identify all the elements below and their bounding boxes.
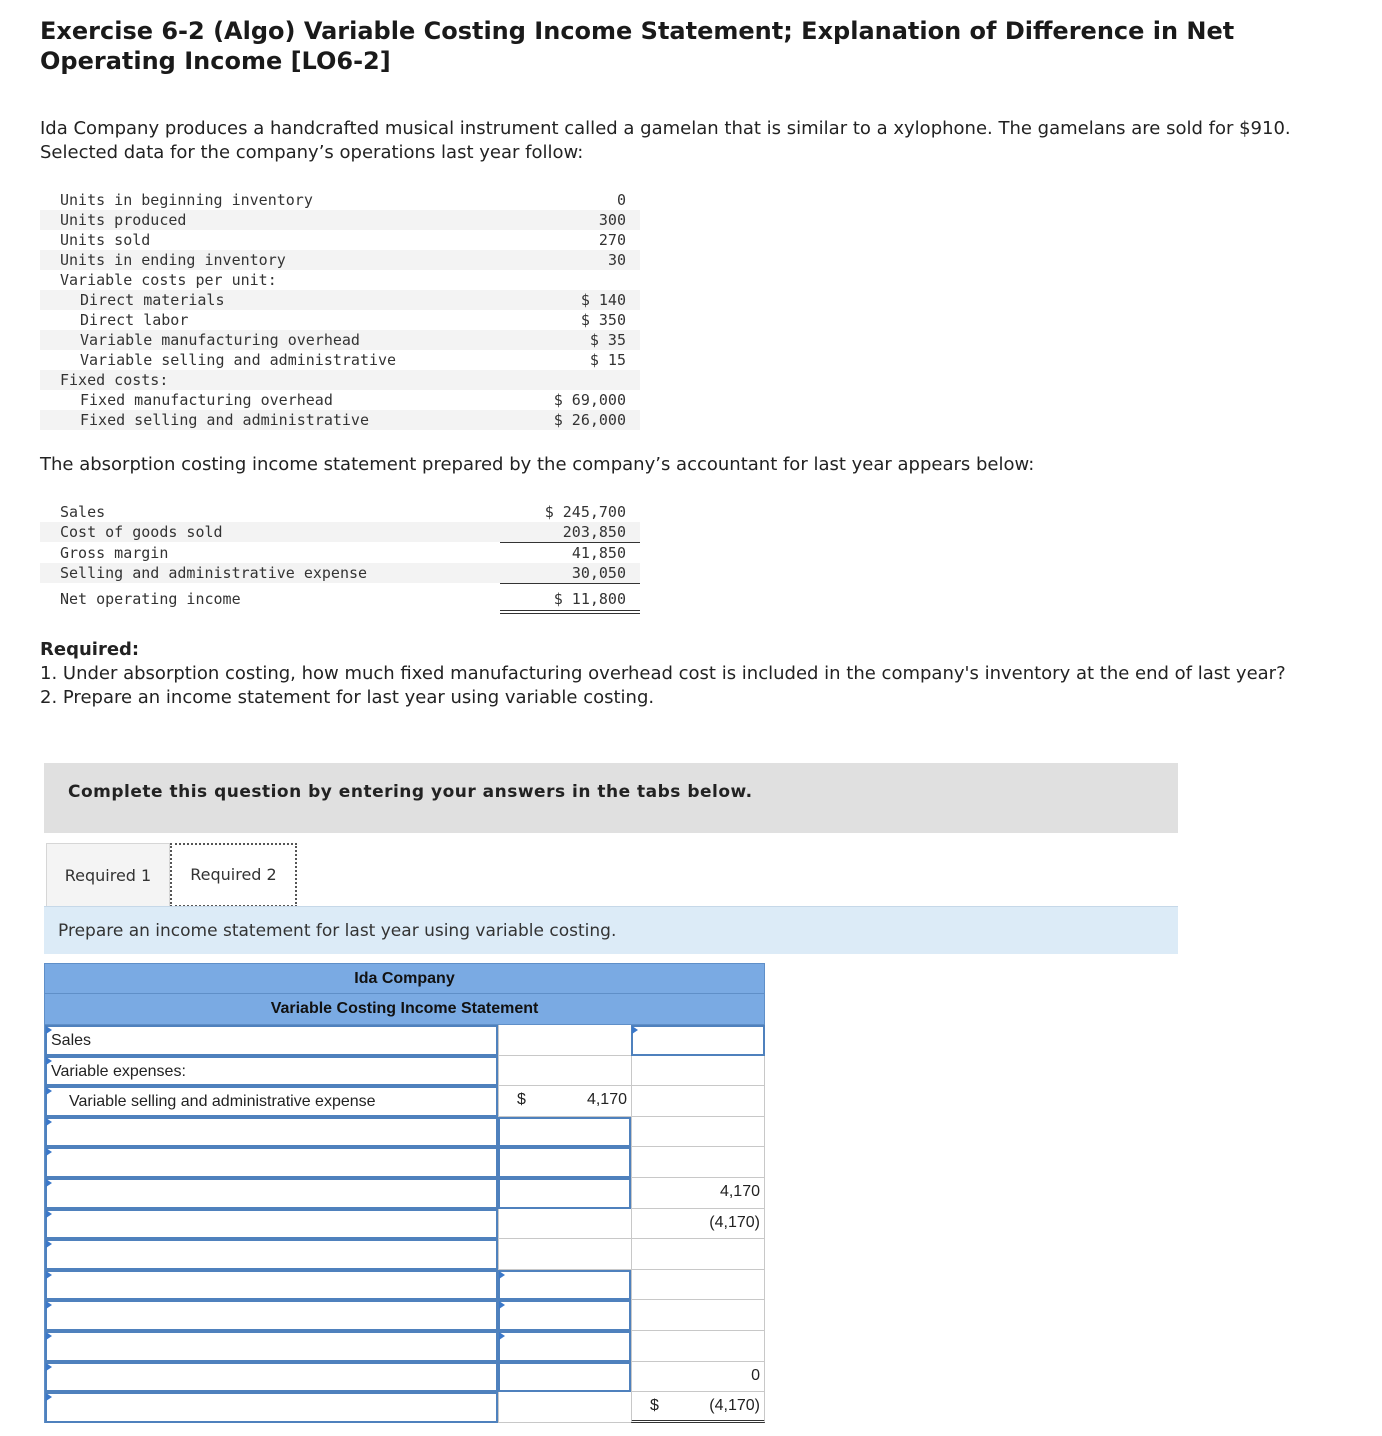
statement-title: Variable Costing Income Statement	[44, 994, 765, 1025]
data-row: Fixed costs:	[40, 370, 640, 390]
data-row: Direct materials $ 140	[40, 290, 640, 310]
absorption-row: Cost of goods sold 203,850	[40, 522, 640, 542]
data-row: Units sold 270	[60, 231, 626, 249]
amount-input[interactable]	[498, 1270, 631, 1301]
amount-cell	[498, 1392, 631, 1423]
amount-cell	[498, 1239, 631, 1270]
total-cell	[631, 1331, 765, 1362]
statement-row	[44, 1362, 765, 1393]
variable-costing-statement	[44, 963, 765, 1423]
amount-input[interactable]	[498, 1362, 631, 1393]
data-row: Fixed selling and administrative $ 26,000	[40, 410, 640, 430]
statement-row	[44, 1331, 765, 1362]
absorption-row: Selling and administrative expense 30,050	[40, 563, 640, 583]
amount-input[interactable]	[498, 1300, 631, 1331]
label-input[interactable]	[45, 1117, 498, 1148]
total-cell	[631, 1300, 765, 1331]
data-row: Fixed manufacturing overhead $ 69,000	[80, 391, 626, 409]
statement-row	[44, 1117, 765, 1148]
required-heading: Required:	[40, 639, 140, 660]
data-row: Direct labor $ 350	[80, 311, 626, 329]
total-cell: (4,170)	[631, 1209, 765, 1240]
required-item-2: 2. Prepare an income statement for last year using variable costing.	[40, 687, 655, 708]
label-input[interactable]	[45, 1362, 498, 1393]
statement-row	[44, 1086, 765, 1117]
instructions-banner	[44, 763, 1178, 833]
data-row: Units in ending inventory 30	[40, 250, 640, 270]
statement-row	[44, 1300, 765, 1331]
required-item-1: 1. Under absorption costing, how much fixed manufacturing overhead cost is included in the company's inventory at the end of last year?	[40, 663, 1286, 684]
page-title: Exercise 6-2 (Algo) Variable Costing Income Statement; Explanation of Difference in Net Operating Income [LO6-2]	[40, 17, 1235, 75]
data-row: Units produced 300	[40, 210, 640, 230]
label-input[interactable]	[45, 1270, 498, 1301]
absorption-income-statement	[40, 502, 640, 609]
tab-required-1[interactable]: Required 1	[46, 843, 170, 907]
statement-row	[44, 1239, 765, 1270]
amount-cell	[498, 1209, 631, 1240]
label-input[interactable]	[45, 1209, 498, 1240]
total-cell	[631, 1147, 765, 1178]
label-input[interactable]	[45, 1392, 498, 1423]
total-cell	[631, 1117, 765, 1148]
statement-row	[44, 1025, 765, 1056]
absorption-row: Net operating income $ 11,800	[60, 590, 626, 608]
amount-cell	[498, 1056, 631, 1087]
double-underline-divider	[500, 610, 640, 611]
data-row: Units in beginning inventory 0	[60, 191, 626, 209]
intro-text: Ida Company produces a handcrafted musical instrument called a gamelan that is similar to a xylophone. The gamelans are sold for $910. Selected data for the company’s operations last year follow:	[40, 118, 1291, 163]
statement-row	[44, 1056, 765, 1087]
statement-company-name: Ida Company	[44, 963, 765, 994]
tab-required-2[interactable]: Required 2	[170, 843, 297, 907]
data-row: Variable selling and administrative $ 15	[80, 351, 626, 369]
statement-row	[44, 1209, 765, 1240]
statement-row	[44, 1147, 765, 1178]
amount-cell	[498, 1025, 631, 1056]
label-input[interactable]: Sales	[45, 1025, 498, 1056]
label-input[interactable]: Variable selling and administrative expense	[45, 1086, 498, 1117]
statement-row	[44, 1392, 765, 1423]
required-section	[40, 638, 1300, 710]
total-cell: 0	[631, 1362, 765, 1393]
absorption-intro-text: The absorption costing income statement prepared by the company’s accountant for last year appears below:	[40, 454, 1035, 475]
tab-instruction	[44, 906, 1178, 954]
total-input[interactable]	[631, 1025, 765, 1056]
banner-text: Complete this question by entering your answers in the tabs below.	[68, 782, 753, 802]
amount-cell: $ 4,170	[498, 1086, 631, 1117]
label-input[interactable]	[45, 1178, 498, 1209]
statement-row	[44, 1270, 765, 1301]
total-cell	[631, 1056, 765, 1087]
amount-input[interactable]	[498, 1331, 631, 1362]
double-underline-divider	[500, 613, 640, 614]
instruction-text: Prepare an income statement for last year using variable costing.	[58, 921, 617, 941]
label-input[interactable]	[45, 1239, 498, 1270]
operations-data-table	[40, 190, 640, 430]
data-row: Variable manufacturing overhead $ 35	[40, 330, 640, 350]
data-row: Variable costs per unit:	[60, 271, 277, 289]
amount-input[interactable]	[498, 1178, 631, 1209]
underline-divider	[500, 583, 640, 584]
absorption-row: Gross margin 41,850	[60, 544, 626, 562]
total-cell: $ (4,170)	[631, 1392, 765, 1423]
total-cell: 4,170	[631, 1178, 765, 1209]
label-input[interactable]	[45, 1331, 498, 1362]
label-input[interactable]	[45, 1300, 498, 1331]
label-input[interactable]: Variable expenses:	[45, 1056, 498, 1087]
total-cell	[631, 1086, 765, 1117]
amount-input[interactable]	[498, 1147, 631, 1178]
amount-input[interactable]	[498, 1117, 631, 1148]
total-cell	[631, 1239, 765, 1270]
total-cell	[631, 1270, 765, 1301]
statement-row	[44, 1178, 765, 1209]
absorption-row: Sales $ 245,700	[60, 503, 626, 521]
label-input[interactable]	[45, 1147, 498, 1178]
